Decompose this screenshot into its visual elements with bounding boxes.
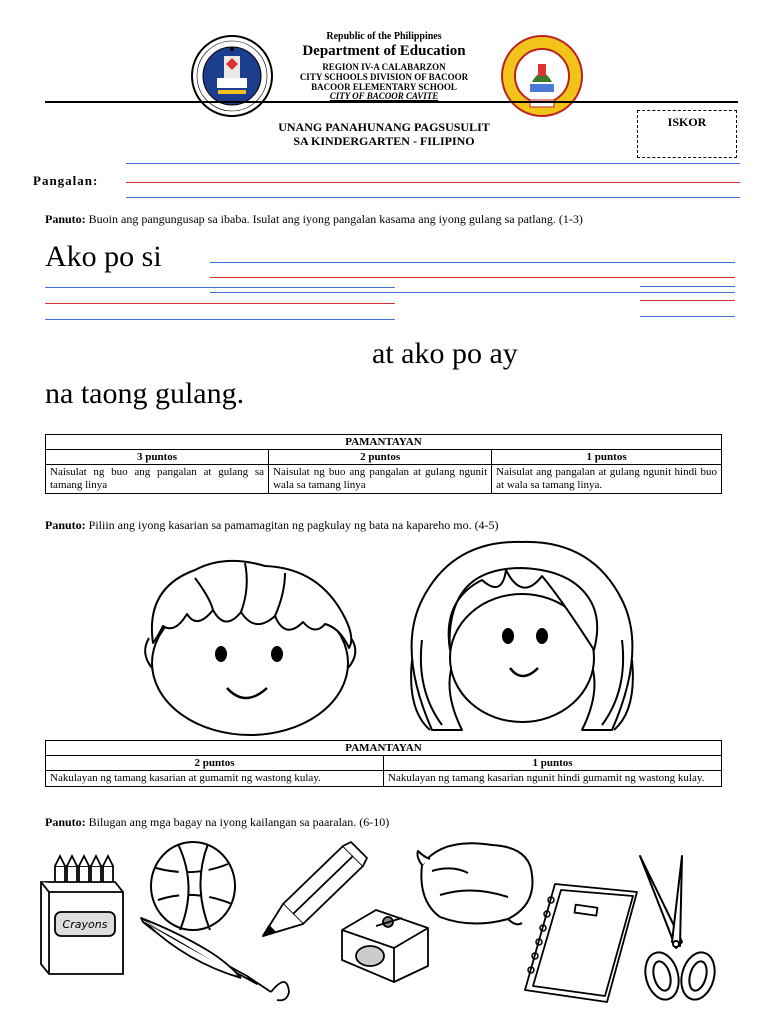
name-line-top: [126, 163, 740, 164]
crayons-box-icon[interactable]: [35, 852, 130, 982]
rubric1-header: 2 puntos: [269, 450, 492, 465]
name-label: Pangalan:: [33, 173, 99, 188]
instruction-1-text: Buoin ang pangungusap sa ibaba. Isulat ang iyong pangalan kasama ang iyong gulang sa patlang. (1-3): [88, 212, 583, 226]
rubric1-header: 1 puntos: [492, 450, 722, 465]
rubric-table-2: [45, 740, 722, 787]
rubric1-header: 3 puntos: [46, 450, 269, 465]
division-text: CITY SCHOOLS DIVISION OF BACOOR: [299, 72, 469, 82]
exam-title-line2: SA KINDERGARTEN - FILIPINO: [293, 134, 475, 148]
umbrella-icon[interactable]: [137, 912, 297, 1022]
age-line-a: [640, 286, 735, 287]
age-line-b[interactable]: [640, 300, 735, 301]
rubric2-header: 2 puntos: [46, 756, 384, 771]
sentence-taong-gulang: na taong gulang.: [45, 377, 245, 410]
name-line-bottom: [126, 197, 740, 198]
age-line-c: [640, 316, 735, 317]
rubric-table-1: [45, 434, 722, 494]
rubric1-cell: Naisulat ang pangalan at gulang ngunit hindi buo at wala sa tamang linya.: [492, 465, 722, 494]
region-text: REGION IV-A CALABARZON: [322, 62, 446, 72]
write-line-2b[interactable]: [45, 303, 395, 304]
republic-text: Republic of the Philippines: [326, 31, 442, 42]
name-line-mid[interactable]: [126, 182, 740, 183]
boy-face-icon[interactable]: [135, 548, 365, 738]
city-text: CITY OF BACOOR CAVITE: [329, 91, 439, 101]
instruction-2: [45, 518, 745, 533]
rubric1-cell: Naisulat ng buo ang pangalan at gulang sa tamang linya: [46, 465, 269, 494]
instruction-3-label: Panuto:: [45, 815, 86, 829]
instruction-1: [45, 212, 745, 227]
crayons-label: Crayons: [62, 918, 108, 931]
department-text: Department of Education: [302, 43, 466, 59]
write-line-1a: [210, 262, 735, 263]
score-box[interactable]: ISKOR: [637, 110, 737, 158]
exam-title-line1: UNANG PANAHUNANG PAGSUSULIT: [278, 120, 490, 134]
school-text: BACOOR ELEMENTARY SCHOOL: [311, 82, 457, 92]
header-divider: [45, 101, 738, 103]
scissors-icon[interactable]: [632, 852, 722, 1012]
girl-face-icon[interactable]: [402, 540, 642, 735]
rubric2-cell: Nakulayan ng tamang kasarian at gumamit ng wastong kulay.: [46, 771, 384, 787]
instruction-3-text: Bilugan ang mga bagay na iyong kailangan sa paaralan. (6-10): [88, 815, 390, 829]
sentence-at-ako-po-ay: at ako po ay: [372, 337, 518, 370]
write-line-1b[interactable]: [210, 277, 735, 278]
instruction-1-label: Panuto:: [45, 212, 86, 226]
rubric2-cell: Nakulayan ng tamang kasarian ngunit hindi gumamit ng wastong kulay.: [384, 771, 722, 787]
write-line-2a: [45, 287, 395, 288]
rubric1-cell: Naisulat ng buo ang pangalan at gulang ngunit wala sa tamang linya: [269, 465, 492, 494]
instruction-2-text: Piliin ang iyong kasarian sa pamamagitan ng pagkulay ng bata na kapareho mo. (4-5): [88, 518, 499, 532]
rubric1-title: PAMANTAYAN: [46, 435, 722, 450]
instruction-2-label: Panuto:: [45, 518, 86, 532]
rubric2-header: 1 puntos: [384, 756, 722, 771]
write-line-2c: [45, 319, 395, 320]
notebook-icon[interactable]: [515, 878, 643, 1006]
rubric2-title: PAMANTAYAN: [46, 741, 722, 756]
sentence-ako-po-si: Ako po si: [45, 240, 162, 273]
write-line-1c: [210, 292, 735, 293]
instruction-3: [45, 815, 745, 830]
